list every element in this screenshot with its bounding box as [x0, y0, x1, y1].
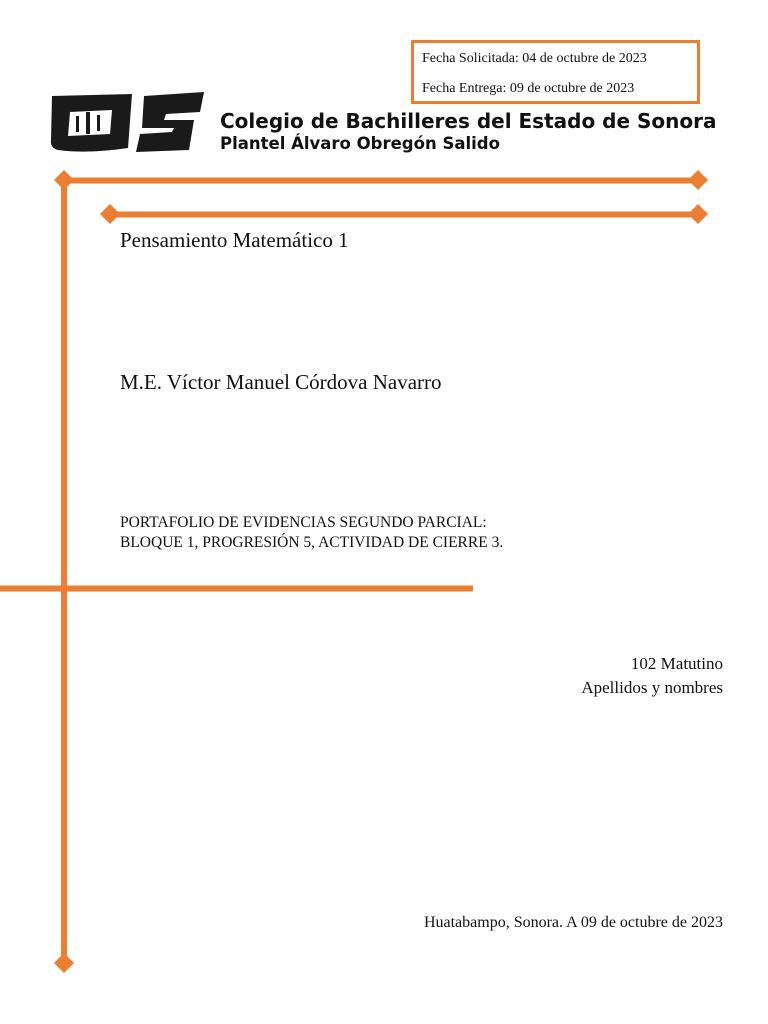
place-and-date: Huatabampo, Sonora. A 09 de octubre de 2023	[423, 914, 723, 931]
cobach-logo	[48, 90, 208, 156]
diamond-icon	[54, 170, 74, 190]
diamond-icon	[688, 170, 708, 190]
teacher-name: M.E. Víctor Manuel Córdova Navarro	[120, 370, 442, 394]
group-label: 102 Matutino	[630, 654, 723, 673]
diamond-icon	[54, 953, 74, 973]
school-name: Colegio de Bachilleres del Estado de Sonora	[220, 109, 717, 133]
requested-date: Fecha Solicitada: 04 de octubre de 2023	[422, 51, 647, 66]
subject-title: Pensamiento Matemático 1	[120, 228, 349, 252]
frame-middle-line	[0, 586, 473, 592]
student-name: Apellidos y nombres	[581, 678, 723, 697]
activity-description	[120, 513, 503, 553]
activity-line-1: PORTAFOLIO DE EVIDENCIAS SEGUNDO PARCIAL:	[120, 514, 487, 531]
diamond-icon	[100, 204, 120, 224]
delivery-date: Fecha Entrega: 09 de octubre de 2023	[422, 81, 635, 96]
activity-line-2: BLOQUE 1, PROGRESIÓN 5, ACTIVIDAD DE CIERRE 3.	[120, 534, 504, 551]
student-info	[581, 652, 723, 700]
frame-top-line	[64, 178, 698, 184]
frame-vertical-line	[61, 180, 67, 963]
campus-name: Plantel Álvaro Obregón Salido	[220, 134, 500, 153]
frame-second-line	[110, 212, 698, 218]
diamond-icon	[688, 204, 708, 224]
dates-box	[411, 40, 700, 104]
